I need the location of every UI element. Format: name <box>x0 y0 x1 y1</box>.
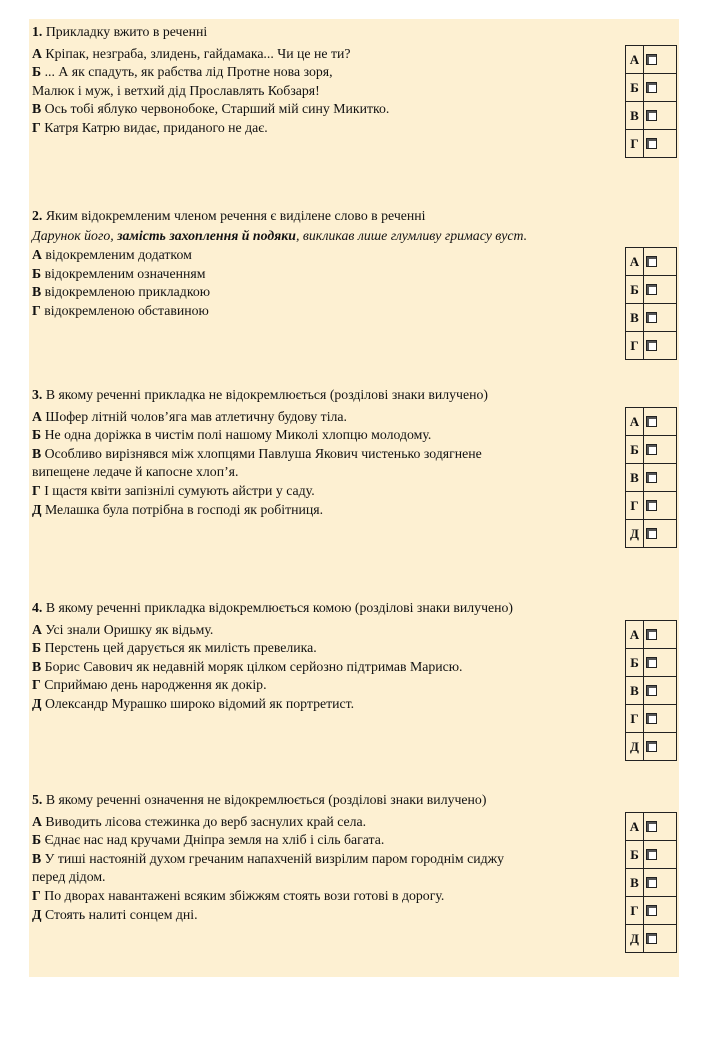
option-v: В Особливо вирізнявся між хлопцями Павлуша Якович чистенько зодягнене <box>32 445 482 461</box>
answer-letter: Б <box>626 436 644 464</box>
answer-checkbox[interactable] <box>646 340 657 351</box>
option-g: Г відокремленою обставиною <box>32 302 209 318</box>
question-3-text <box>32 386 622 519</box>
option-d: Д Стоять налиті сонцем дні. <box>32 906 198 922</box>
option-a: А відокремленим додатком <box>32 247 192 263</box>
answer-letter: Д <box>626 520 644 548</box>
answer-checkbox[interactable] <box>646 528 657 539</box>
answer-letter: Б <box>626 74 644 102</box>
answer-checkbox[interactable] <box>646 741 657 752</box>
answer-checkbox[interactable] <box>646 110 657 121</box>
answer-grid-5 <box>625 812 677 953</box>
answer-letter: А <box>626 621 644 649</box>
answer-checkbox[interactable] <box>646 416 657 427</box>
answer-checkbox[interactable] <box>646 877 657 888</box>
answer-grid-4 <box>625 620 677 761</box>
option-a: А Виводить лісова стежинка до верб заснулих край села. <box>32 813 367 829</box>
option-b-continued: Малюк і муж, і ветхий дід Прославлять Кобзаря! <box>32 82 320 98</box>
answer-checkbox[interactable] <box>646 657 657 668</box>
question-3-title: 3. В якому реченні прикладка не відокремлюється (розділові знаки вилучено) <box>32 387 488 402</box>
answer-letter: Г <box>626 130 644 158</box>
answer-letter: В <box>626 464 644 492</box>
answer-letter: Б <box>626 276 644 304</box>
answer-checkbox[interactable] <box>646 905 657 916</box>
option-a: А Шофер літній чолов’яга мав атлетичну будову тіла. <box>32 408 347 424</box>
answer-checkbox[interactable] <box>646 849 657 860</box>
option-b: Б відокремленим означенням <box>32 265 206 281</box>
option-b: Б ... А як спадуть, як рабства лід Протне нова зоря, <box>32 64 333 80</box>
question-4-title: 4. В якому реченні прикладка відокремлюється комою (розділові знаки вилучено) <box>32 600 514 615</box>
question-4-text <box>32 599 622 714</box>
answer-checkbox[interactable] <box>646 54 657 65</box>
answer-letter: В <box>626 102 644 130</box>
answer-letter: Б <box>626 841 644 869</box>
answer-checkbox[interactable] <box>646 256 657 267</box>
test-sheet <box>29 19 679 977</box>
answer-checkbox[interactable] <box>646 472 657 483</box>
option-v-continued: випещене ледаче й капосне хлоп’я. <box>32 464 239 480</box>
answer-grid-3 <box>625 407 677 548</box>
answer-grid-2 <box>625 247 677 360</box>
answer-checkbox[interactable] <box>646 500 657 511</box>
question-5-text <box>32 791 622 924</box>
answer-letter: Б <box>626 649 644 677</box>
option-g: Г Катря Катрю видає, приданого не дає. <box>32 119 268 135</box>
option-g: Г Сприймаю день народження як докір. <box>32 677 267 693</box>
answer-checkbox[interactable] <box>646 138 657 149</box>
answer-checkbox[interactable] <box>646 284 657 295</box>
answer-letter: В <box>626 869 644 897</box>
answer-letter: Г <box>626 897 644 925</box>
answer-letter: Г <box>626 332 644 360</box>
option-v: В Ось тобі яблуко червонобоке, Старший мій сину Микитко. <box>32 101 390 117</box>
answer-letter: А <box>626 813 644 841</box>
answer-letter: А <box>626 408 644 436</box>
question-2-text <box>32 207 622 321</box>
answer-letter: Г <box>626 705 644 733</box>
answer-letter: А <box>626 248 644 276</box>
answer-checkbox[interactable] <box>646 629 657 640</box>
question-1-title: 1. Прикладку вжито в реченні <box>32 24 208 39</box>
option-g: Г І щастя квіти запізнілі сумують айстри у саду. <box>32 482 315 498</box>
answer-letter: Д <box>626 733 644 761</box>
option-v: В У тиші настояній духом гречаним напахченій визрілим паром городнім сиджу <box>32 850 505 866</box>
question-2-title: 2. Яким відокремленим членом речення є виділене слово в реченні <box>32 208 426 223</box>
option-a: А Кріпак, незграба, злидень, гайдамака... Чи це не ти? <box>32 45 351 61</box>
answer-checkbox[interactable] <box>646 444 657 455</box>
answer-grid-1 <box>625 45 677 158</box>
answer-checkbox[interactable] <box>646 713 657 724</box>
option-v: В Борис Савович як недавній моряк цілком серйозно підтримав Марисю. <box>32 658 463 674</box>
answer-checkbox[interactable] <box>646 82 657 93</box>
answer-letter: А <box>626 46 644 74</box>
answer-letter: Г <box>626 492 644 520</box>
option-d: Д Мелашка була потрібна в господі як робітниця. <box>32 501 324 517</box>
question-1-text <box>32 23 622 138</box>
option-v: В відокремленою прикладкою <box>32 284 211 300</box>
answer-checkbox[interactable] <box>646 821 657 832</box>
option-b: Б Не одна доріжка в чистім полі нашому Миколі хлопцю молодому. <box>32 427 432 443</box>
option-a: А Усі знали Оришку як відьму. <box>32 621 214 637</box>
answer-checkbox[interactable] <box>646 685 657 696</box>
answer-letter: Д <box>626 925 644 953</box>
option-g: Г По дворах навантажені всяким збіжжям стоять вози готові в дорогу. <box>32 887 445 903</box>
question-5-title: 5. В якому реченні означення не відокремлюється (розділові знаки вилучено) <box>32 792 487 807</box>
answer-checkbox[interactable] <box>646 933 657 944</box>
question-2-quote: Дарунок його, замість захоплення й подяки, викликав лише глумливу гримасу вуст. <box>32 227 528 243</box>
option-d: Д Олександр Мурашко широко відомий як портретист. <box>32 695 355 711</box>
answer-checkbox[interactable] <box>646 312 657 323</box>
option-b: Б Перстень цей дарується як милість превелика. <box>32 640 317 656</box>
answer-letter: В <box>626 677 644 705</box>
option-v-continued: перед дідом. <box>32 869 106 885</box>
answer-letter: В <box>626 304 644 332</box>
option-b: Б Єднає нас над кручами Дніпра земля на хліб і сіль багата. <box>32 832 385 848</box>
